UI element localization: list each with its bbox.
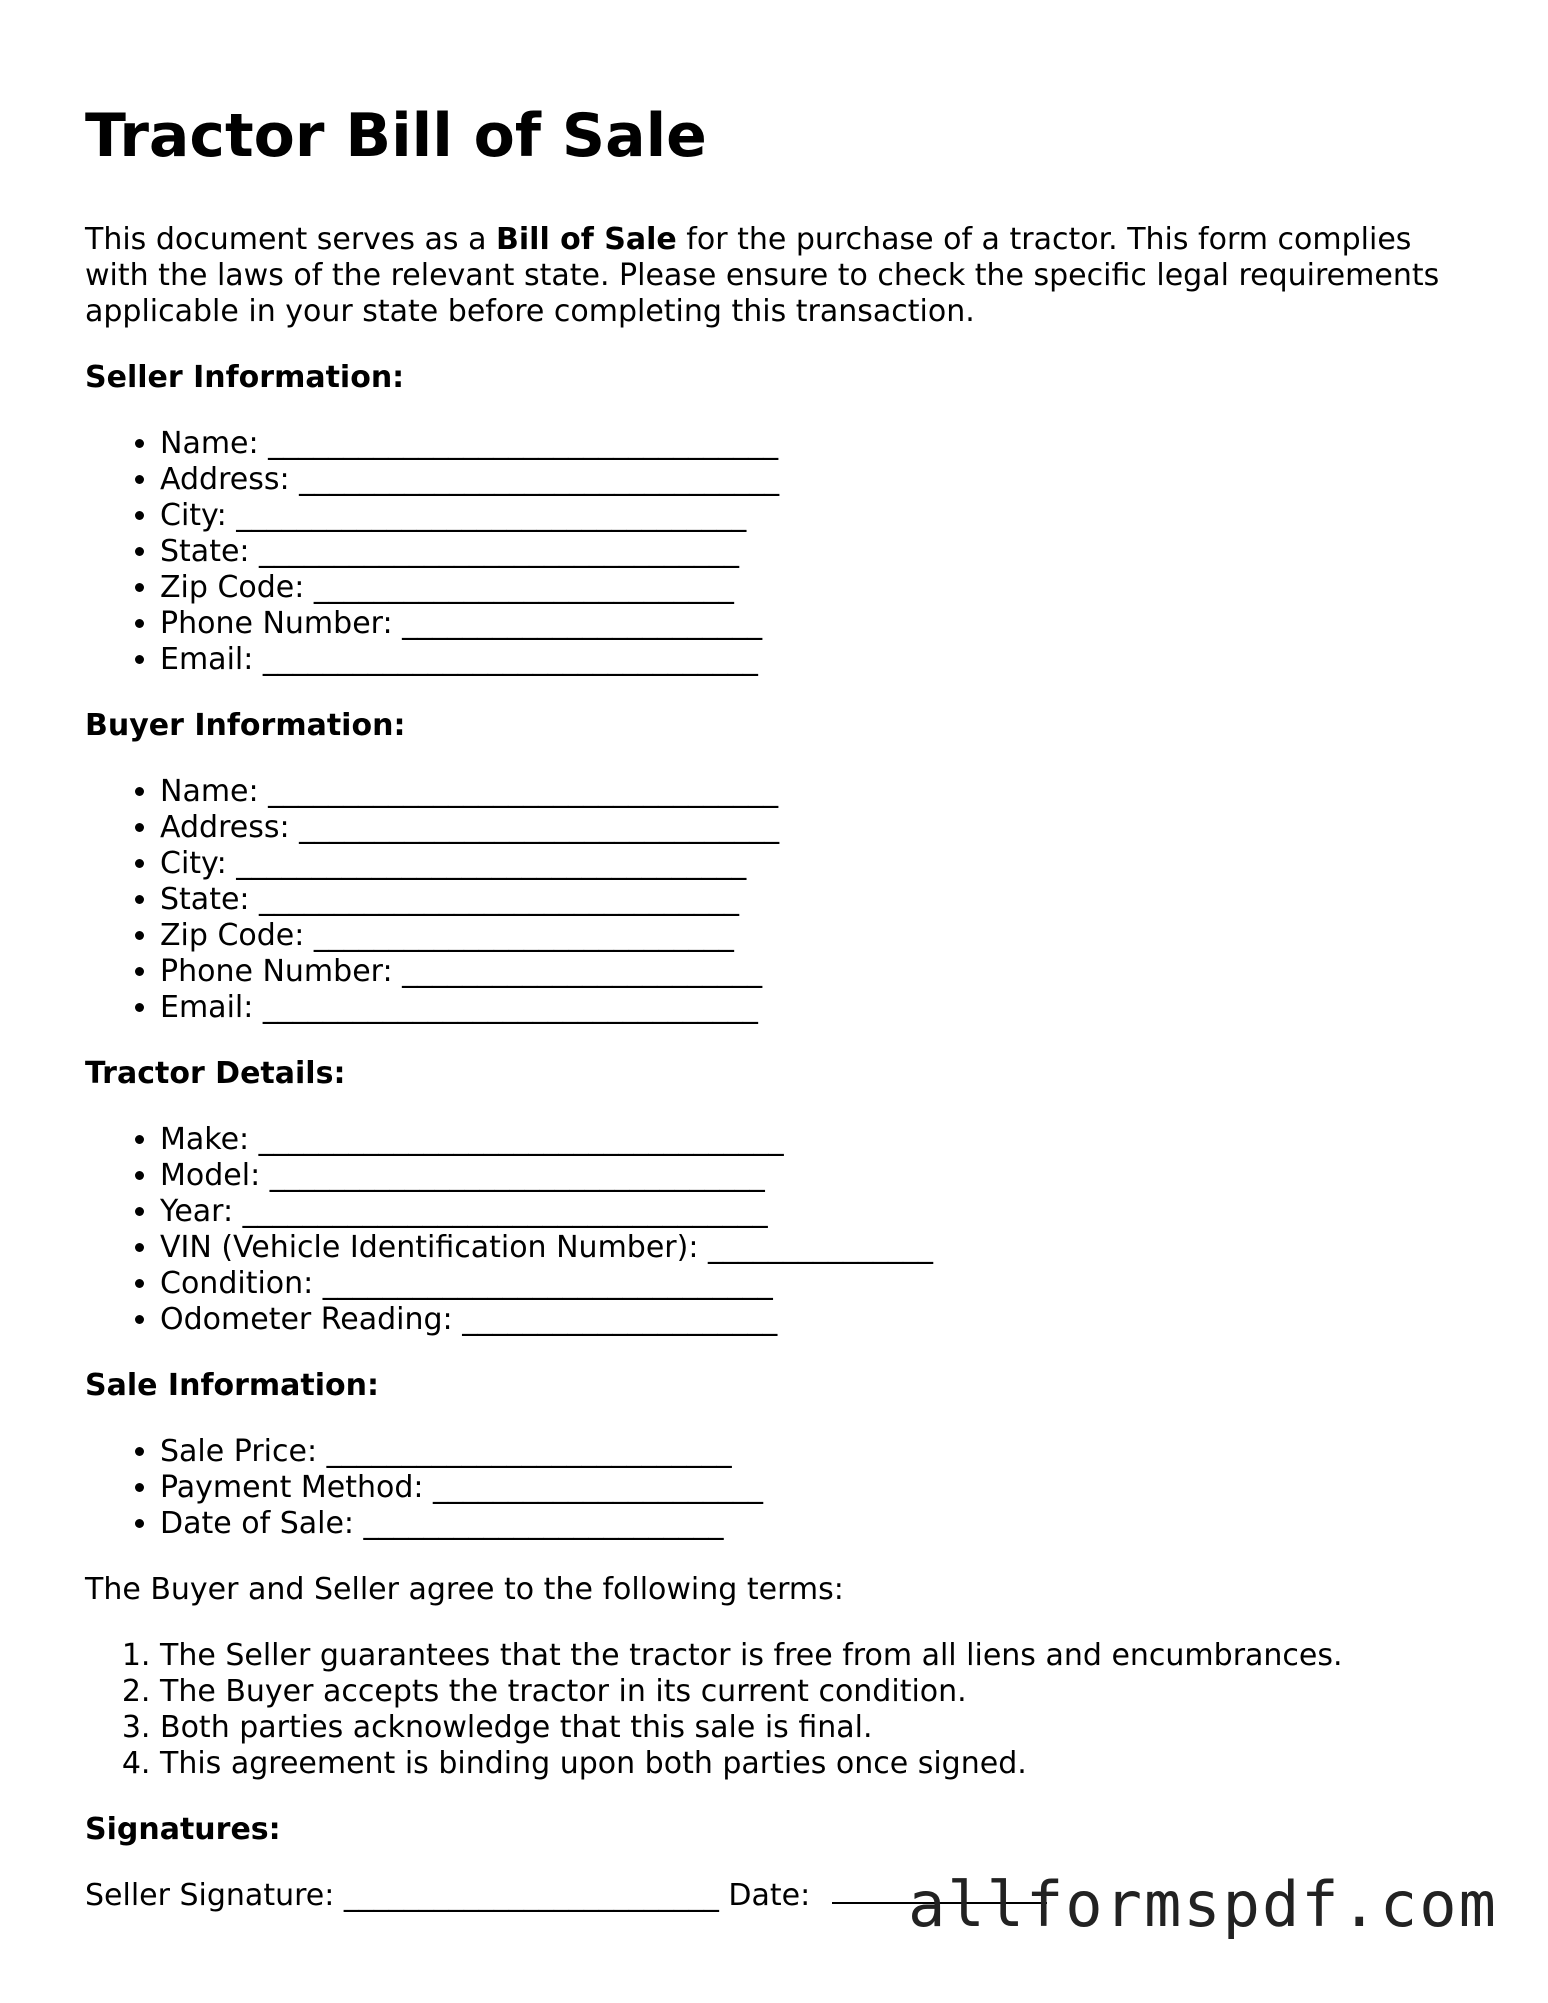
tractor-condition-field: • Condition: ______________________________ xyxy=(160,1266,1465,1302)
buyer-email-field: • Email: _________________________________ xyxy=(160,990,1465,1026)
term-item: 2. The Buyer accepts the tractor in its current condition. xyxy=(160,1674,1465,1710)
sale-list xyxy=(85,1434,1465,1542)
buyer-zip-field: • Zip Code: ____________________________ xyxy=(160,918,1465,954)
seller-heading: Seller Information: xyxy=(85,360,405,395)
buyer-address-field: • Address: ________________________________ xyxy=(160,810,1465,846)
intro-bold-text: Bill of Sale xyxy=(496,222,677,257)
buyer-state-field: • State: ________________________________ xyxy=(160,882,1465,918)
page-title: Tractor Bill of Sale xyxy=(85,101,707,171)
seller-signature-line: Seller Signature: _________________________ Date: xyxy=(85,1878,811,1913)
tractor-vin-field: • VIN (Vehicle Identification Number): _______________ xyxy=(160,1230,1465,1266)
tractor-model-field: • Model: _________________________________ xyxy=(160,1158,1465,1194)
term-item: 4. This agreement is binding upon both parties once signed. xyxy=(160,1746,1465,1782)
tractor-list xyxy=(85,1122,1465,1338)
date-of-sale-field: • Date of Sale: ________________________ xyxy=(160,1506,1465,1542)
term-item: 3. Both parties acknowledge that this sale is final. xyxy=(160,1710,1465,1746)
seller-list xyxy=(85,426,1465,678)
seller-phone-field: • Phone Number: ________________________ xyxy=(160,606,1465,642)
sale-price-field: • Sale Price: ___________________________ xyxy=(160,1434,1465,1470)
buyer-heading: Buyer Information: xyxy=(85,708,406,743)
tractor-odometer-field: • Odometer Reading: _____________________ xyxy=(160,1302,1465,1338)
seller-state-field: • State: ________________________________ xyxy=(160,534,1465,570)
terms-list xyxy=(85,1638,1465,1782)
terms-intro: The Buyer and Seller agree to the following terms: xyxy=(85,1572,844,1607)
signatures-heading: Signatures: xyxy=(85,1812,281,1847)
buyer-list xyxy=(85,774,1465,1026)
seller-email-field: • Email: _________________________________ xyxy=(160,642,1465,678)
intro-text-after: for the purchase of a tractor. This form complies with the laws of the relevant state. Please ensure to check the specific legal requirements applicable in your state before completing this transaction. xyxy=(85,222,1440,329)
buyer-phone-field: • Phone Number: ________________________ xyxy=(160,954,1465,990)
seller-zip-field: • Zip Code: ____________________________ xyxy=(160,570,1465,606)
buyer-city-field: • City: __________________________________ xyxy=(160,846,1465,882)
sale-heading: Sale Information: xyxy=(85,1368,379,1403)
term-item: 1. The Seller guarantees that the tractor is free from all liens and encumbrances. xyxy=(160,1638,1465,1674)
document-page xyxy=(85,100,1465,1914)
watermark-text: allformspdf.com xyxy=(908,1868,1498,1941)
intro-paragraph xyxy=(85,222,1465,330)
tractor-year-field: • Year: ___________________________________ xyxy=(160,1194,1465,1230)
seller-name-field: • Name: __________________________________ xyxy=(160,426,1465,462)
seller-address-field: • Address: ________________________________ xyxy=(160,462,1465,498)
tractor-heading: Tractor Details: xyxy=(85,1056,346,1091)
intro-text-before: This document serves as a xyxy=(85,222,497,257)
payment-method-field: • Payment Method: ______________________ xyxy=(160,1470,1465,1506)
tractor-make-field: • Make: ___________________________________ xyxy=(160,1122,1465,1158)
buyer-name-field: • Name: __________________________________ xyxy=(160,774,1465,810)
seller-city-field: • City: __________________________________ xyxy=(160,498,1465,534)
